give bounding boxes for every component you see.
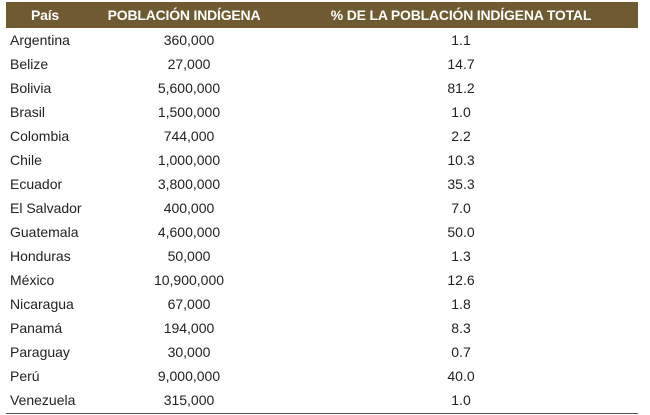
- country-cell: Chile: [10, 152, 42, 168]
- population-cell: 1,000,000: [157, 152, 221, 168]
- country-cell: Ecuador: [10, 176, 63, 192]
- country-cell: Paraguay: [10, 344, 70, 360]
- country-cell: Bolivia: [10, 80, 52, 96]
- table-row: [6, 52, 638, 76]
- country-cell: Panamá: [10, 320, 63, 336]
- population-cell: 4,600,000: [157, 224, 221, 240]
- percent-cell: 40.0: [447, 368, 475, 384]
- percent-cell: 2.2: [451, 128, 471, 144]
- header-row: [6, 2, 638, 28]
- percent-cell: 14.7: [447, 56, 475, 72]
- table-row: [6, 196, 638, 220]
- table-row: [6, 28, 638, 52]
- population-cell: 50,000: [167, 248, 211, 264]
- percent-cell: 1.1: [451, 32, 471, 48]
- percent-cell: 12.6: [447, 272, 475, 288]
- percent-cell: 1.3: [451, 248, 471, 264]
- population-cell: 10,900,000: [153, 272, 225, 288]
- population-cell: 1,500,000: [157, 104, 221, 120]
- country-cell: Perú: [10, 368, 40, 384]
- country-cell: Nicaragua: [10, 296, 74, 312]
- population-cell: 27,000: [167, 56, 211, 72]
- population-cell: 315,000: [163, 392, 215, 408]
- percent-cell: 50.0: [447, 224, 475, 240]
- population-cell: 194,000: [163, 320, 215, 336]
- country-cell: Belize: [10, 56, 49, 72]
- percent-cell: 81.2: [447, 80, 475, 96]
- table-row: [6, 148, 638, 172]
- percent-cell: 1.8: [451, 296, 471, 312]
- population-cell: 5,600,000: [157, 80, 221, 96]
- indigenous-population-table: [6, 2, 638, 412]
- indigenous-population-table-container: [6, 2, 638, 414]
- percent-cell: 1.0: [451, 392, 471, 408]
- country-cell: Venezuela: [10, 392, 76, 408]
- table-row: [6, 268, 638, 292]
- population-cell: 67,000: [167, 296, 211, 312]
- percent-cell: 7.0: [451, 200, 471, 216]
- population-cell: 3,800,000: [157, 176, 221, 192]
- population-cell: 9,000,000: [157, 368, 221, 384]
- table-row: [6, 292, 638, 316]
- country-cell: México: [10, 272, 55, 288]
- table-row: [6, 388, 638, 412]
- percent-cell: 1.0: [451, 104, 471, 120]
- population-cell: 744,000: [163, 128, 215, 144]
- table-row: [6, 124, 638, 148]
- population-cell: 360,000: [163, 32, 215, 48]
- country-cell: Colombia: [10, 128, 70, 144]
- header-country: País: [31, 7, 59, 23]
- table-row: [6, 244, 638, 268]
- table-row: [6, 76, 638, 100]
- table-row: [6, 172, 638, 196]
- table-row: [6, 340, 638, 364]
- country-cell: Brasil: [10, 104, 46, 120]
- country-cell: Argentina: [10, 32, 70, 48]
- country-cell: Guatemala: [10, 224, 79, 240]
- country-cell: Honduras: [10, 248, 71, 264]
- table-row: [6, 316, 638, 340]
- percent-cell: 8.3: [451, 320, 471, 336]
- header-percent: % DE LA POBLACIÓN INDÍGENA TOTAL: [330, 7, 592, 23]
- table-header: [6, 2, 638, 28]
- table-row: [6, 364, 638, 388]
- header-population: POBLACIÓN INDÍGENA: [107, 7, 261, 23]
- table-body: [6, 28, 638, 412]
- table-row: [6, 220, 638, 244]
- population-cell: 400,000: [163, 200, 215, 216]
- percent-cell: 10.3: [447, 152, 475, 168]
- percent-cell: 35.3: [447, 176, 475, 192]
- percent-cell: 0.7: [451, 344, 471, 360]
- country-cell: El Salvador: [10, 200, 82, 216]
- population-cell: 30,000: [167, 344, 211, 360]
- table-row: [6, 100, 638, 124]
- bottom-rule: [6, 413, 638, 414]
